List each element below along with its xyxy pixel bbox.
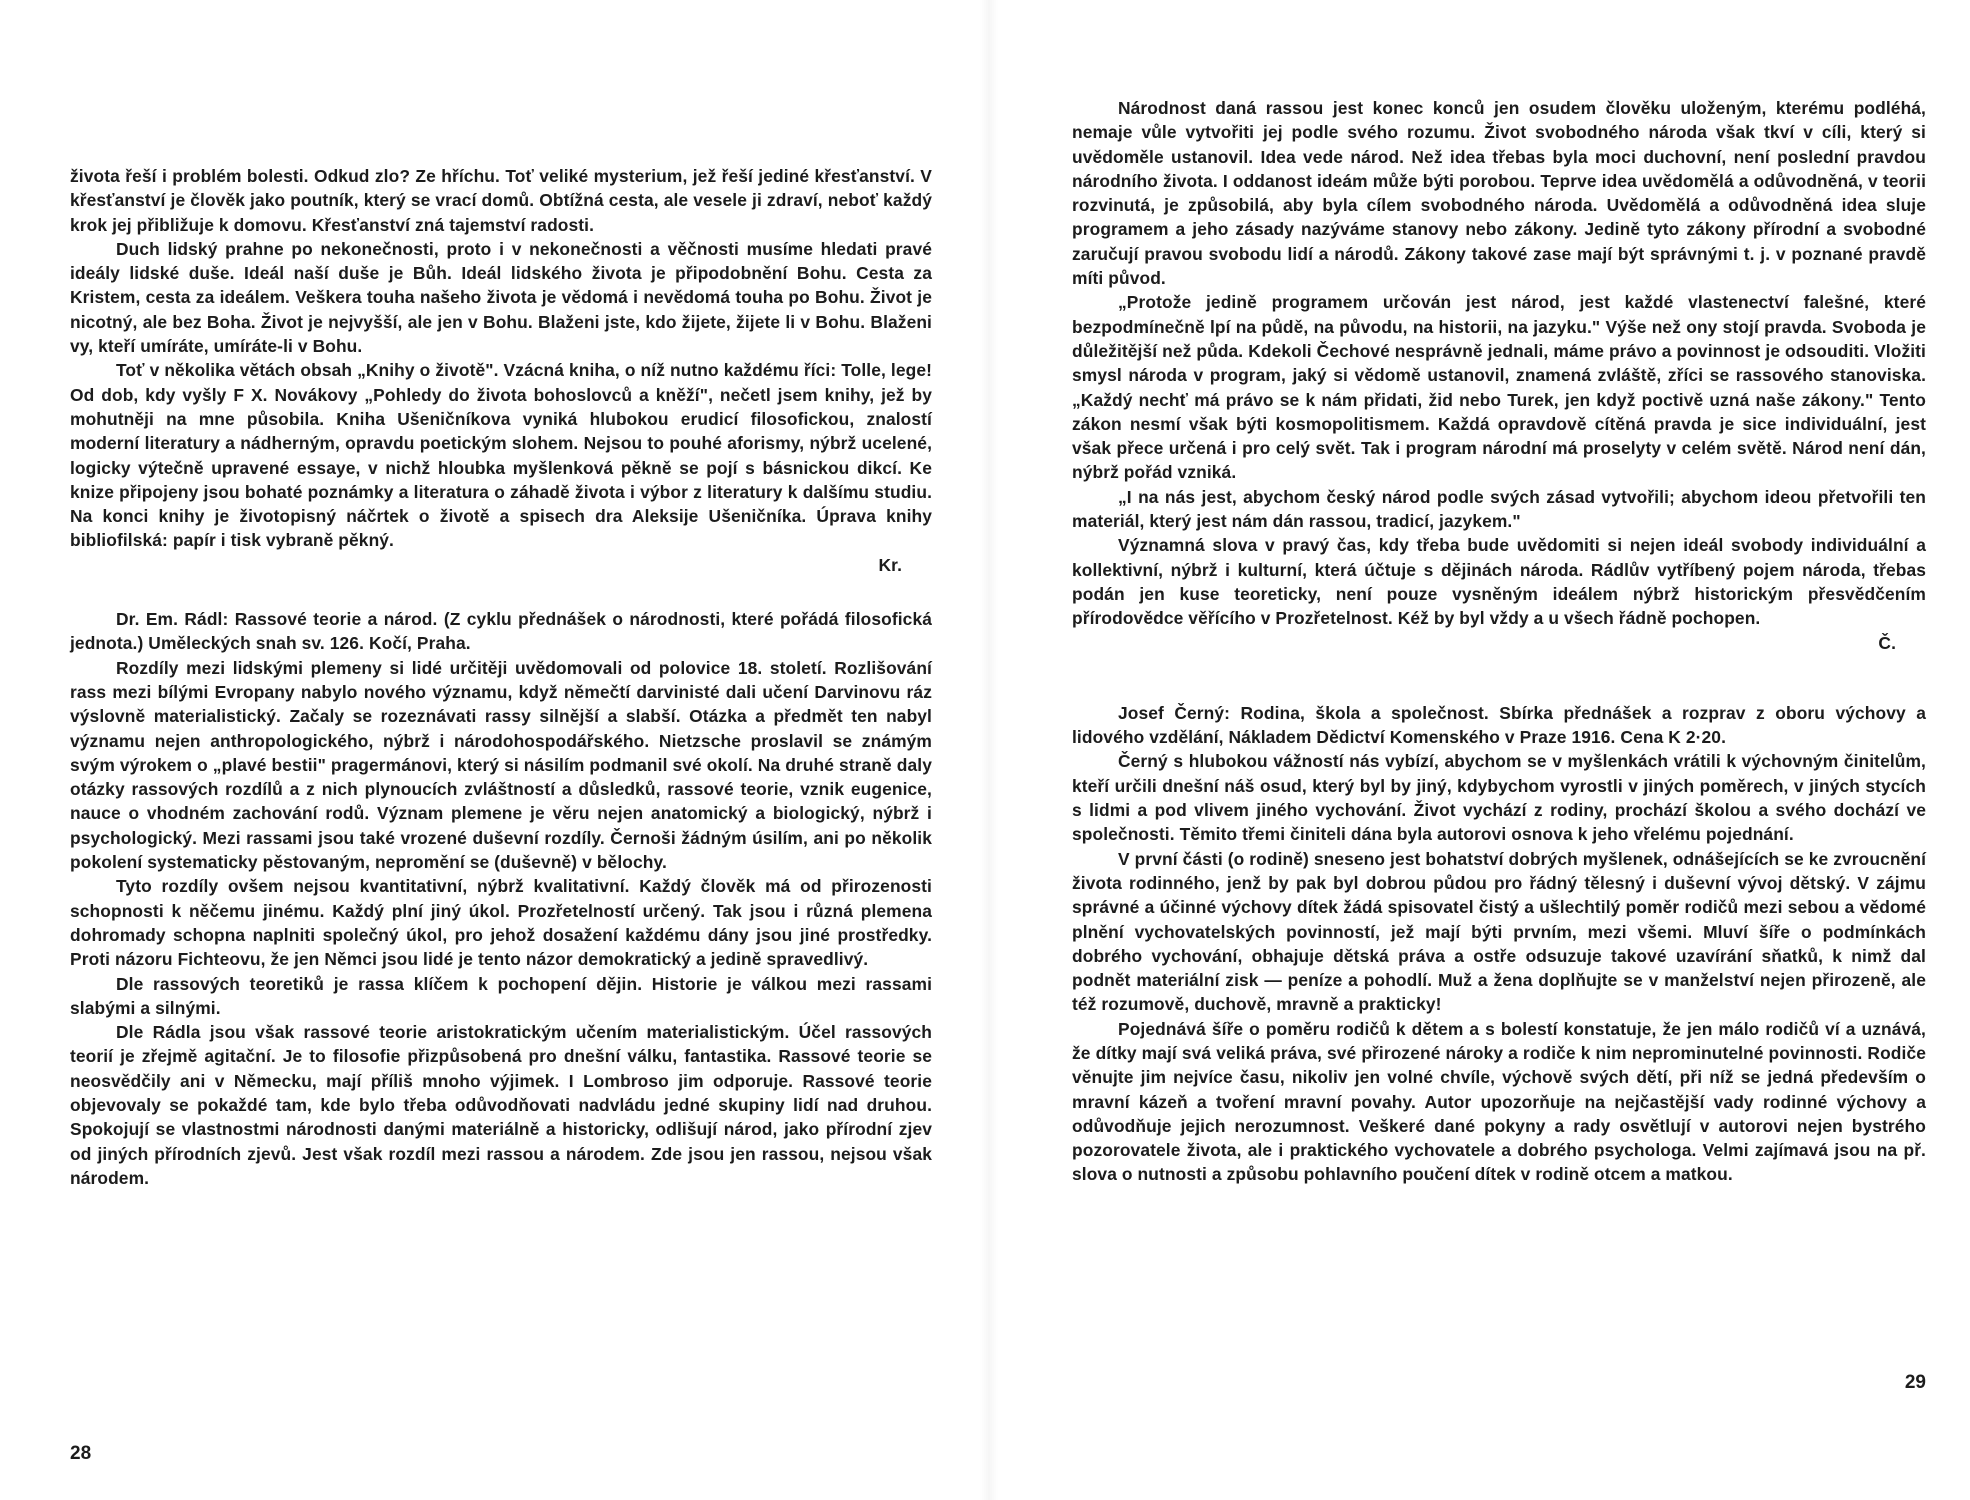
- right-page: [1072, 0, 1926, 1500]
- review-heading: Dr. Em. Rádl: Rassové teorie a národ.: [116, 609, 438, 630]
- review-meta: Sbírka přednášek a rozprav z oboru výchovy a lidového vzdělání, Nákladem Dědictví Komenského v Praze 1916. Cena K 2·20.: [1072, 702, 1926, 748]
- paragraph: života řeší i problém bolesti. Odkud zlo? Ze hříchu. Toť veliké mysterium, jež řeší jediné křesťanství. V křesťanství je člověk jako poutník, který se vrací domů. Obtížná cesta, ale vesele ji zdraví, neboť každý krok jej přibližuje k domovu. Křesťanství zná tajemství radosti.: [70, 166, 932, 235]
- paragraph: „I na nás jest, abychom český národ podle svých zásad vytvořili; abychom ideou přetvořili ten materiál, který jest nám dán rassou, tradicí, jazykem.": [1072, 486, 1926, 532]
- book-gutter: [980, 0, 998, 1500]
- spacer: [70, 577, 932, 607]
- review-header: [70, 607, 932, 656]
- signature-line: [70, 553, 932, 577]
- paragraph: Pojednává šíře o poměru rodičů k dětem a s bolestí konstatuje, že jen málo rodičů ví a uznává, že dítky mají svá veliká práva, své přirozené nároky a rodiče k nim neprominutelné povinnosti. Rodiče věnujte jim nejvíce času, nikoliv jen volné chvíle, výchově svých dětí, při níž se jedná především o mravní kázeň a tvoření mravní povahy. Autor upozorňuje na nejčastější vady rodinné výchovy a odůvodňuje jejich nerozumnost. Veškeré dané pokyny a rady osvětlují v autorovi nejen bystrého pozorovatele života, ale i praktického vychovatele a dobrého psychologa. Velmi zajímavá jsou na př. slova o nutnosti a způsobu pohlavního poučení dítek v rodině otcem a matkou.: [1072, 1018, 1926, 1185]
- right-text-column: [1072, 96, 1926, 1187]
- paragraph: Toť v několika větách obsah „Knihy o životě". Vzácná kniha, o níž nutno každému říci: Tolle, lege! Od dob, kdy vyšly F X. Novákovy „Pohledy do života bohoslovců a kněží", nečetl jsem knihy, jež by mohutněji na mne působila. Kniha Ušeničníkova vyniká hlubokou erudicí filosofickou, znalostí moderní literatury a nádherným, opravdu poetickým slohem. Nejsou to pouhé aforismy, nýbrž ucelené, logicky výtečně upravené essaye, v nichž hloubka myšlenková pěkně se pojí s básnickou dikcí. Ke knize připojeny jsou bohaté poznámky a literatura o záhadě života i výbor z literatury k dalšímu studiu. Na konci knihy je životopisný náčrtek o životě a spisech dra Aleksije Ušeničníka. Úprava knihy bibliofilská: papír i tisk vybraně pěkný.: [70, 360, 932, 551]
- paragraph: Dle rassových teoretiků je rassa klíčem k pochopení dějin. Historie je válkou mezi rassami slabými a silnými.: [70, 973, 932, 1018]
- paragraph: Národnost daná rassou jest konec konců jen osudem člověku uloženým, kterému podléhá, nemaje vůle vytvořiti jej podle svého rozumu. Život svobodného národa však tkví v cíli, který si uvědoměle ustanovil. Idea vede národ. Než idea třebas byla moci duchovní, není poslední pravdou národního života. I oddanost ideám může býti porobou. Teprve idea uvědomělá a odůvodněná, v teorii rozvinutá, je způsobilá, aby byla cílem svobodného národa. Uvědomělá a odůvodněná idea sluje programem a jeho zásady nazýváme stanovy nebo zákony. Jedině tyto zákony přírodní a svobodné zaručují pravou svobodu lidí a národů. Zákony takové zase mají být správnými t. j. v poznané pravdě míti původ.: [1072, 98, 1926, 289]
- left-page: [70, 0, 932, 1500]
- paragraph: „Protože jedině programem určován jest národ, jest každé vlastenectví falešné, které bezpodmínečně lpí na půdě, na původu, na historii, na jazyku." Výše než ony stojí pravda. Svoboda je důležitější než půda. Kdekoli Čechové nesprávně jednali, máme právo a povinnost je odsouditi. Vložiti smysl národa v program, jaký si vědomě ustanovil, znamená zvláště, zříci se rassového stanoviska. „Každý nechť má právo se k nám přidati, žid nebo Turek, jen když poctivě uzná naše zákony." Tento zákon nesmí však býti kosmopolitismem. Každá opravdově cítěná pravda je sice individuální, jest však přece určená i pro celý svět. Tak i program národní má proselyty v celém světě. Národ není dán, nýbrž pořád vzniká.: [1072, 292, 1926, 483]
- paragraph: V první části (o rodině) sneseno jest bohatství dobrých myšlenek, odnášejících se ke zvroucnění života rodinného, jenž by pak byl dobrou půdou pro řádný tělesný i duševní vývoj dětský. V zájmu správné a účinné výchovy dítek žádá spisovatel čistý a ušlechtilý poměr rodičů mezi sebou a vědomé plnění vychovatelských povinností, jež mají býti prvním, mezi všemi. Mluví šíře o podmínkách dobrého vychování, obhajuje dětská práva a ostře odsuzuje takové uzavírání sňatků, k nimž dal podnět materiální zisk — peníze a pohodlí. Muž a žena doplňujte se v manželství nejen přirozeně, ale též rozumově, duchově, mravně a prakticky!: [1072, 848, 1926, 1015]
- left-text-column: [70, 164, 932, 1190]
- page-number: 28: [70, 1443, 92, 1464]
- page-number: 29: [1904, 1372, 1926, 1393]
- review-header: [1072, 701, 1926, 750]
- paragraph: Významná slova v pravý čas, kdy třeba bude uvědomiti si nejen ideál svobody individuální a kollektivní, nýbrž i kulturní, která účtuje s dějinách národa. Rádlův vytříbený pojem národa, třebas podán jen kuse teoreticky, není pouze vysněným ideálem nýbrž historickým přesvědčením přírodovědce věřícího v Prozřetelnost. Kéž by byl vždy a u všech řádně pochopen.: [1072, 535, 1926, 629]
- paragraph: Černý s hlubokou vážností nás vybízí, abychom se v myšlenkách vrátili k výchovným činitelům, kteří určili dnešní náš osud, který byl by jiný, kdybychom vyrostli v jiných poměrech, v jiných stycích s lidmi a pod vlivem jiného vychování. Život vychází z rodiny, prochází školou a svého dochází ve společnosti. Těmito třemi činiteli dána byla autorovi osnova k jeho vřelému pojednání.: [1072, 751, 1926, 845]
- review-heading: Josef Černý: Rodina, škola a společnost.: [1118, 702, 1489, 723]
- paragraph: Dle Rádla jsou však rassové teorie aristokratickým učením materialistickým. Účel rassových teorií je zřejmě agitační. Je to filosofie přizpůsobená pro dnešní válku, fantastika. Rassové teorie se neosvědčily ani v Německu, mají příliš mnoho výjimek. I Lombroso jim odporuje. Rassové teorie objevovaly se pokaždé tam, kde bylo třeba odůvodňovati nadvládu jedné skupiny lidí nad druhou. Spokojují se vlastnostmi národnosti danými materiálně a historicky, odlišují národ, jako přírodní zjev od jiných přírodních zjevů. Jest však rozdíl mezi rassou a národem. Zde jsou jen rassou, nejsou však národem.: [70, 1022, 932, 1188]
- paragraph: Rozdíly mezi lidskými plemeny si lidé určitěji uvědomovali od polovice 18. století. Rozlišování rass mezi bílými Evropany nabylo nového významu, když němečtí darvinisté dali učení Darvinovu ráz výslovně materialistický. Začaly se rozeznávati rassy silnější a slabší. Otázka a předmět ten nabyl významu nejen anthropologického, nýbrž i národohospodářského. Nietzsche proslavil se známým svým výrokem o „plavé bestii" pragermánovi, který si násilím podmanil své okolí. Na druhé straně daly otázky rassových rozdílů a z nich plynoucích zvláštností a důsledků, rassové teorie, vznik eugenice, nauce o vhodném zachování rodů. Význam plemene je věru nejen anatomický a biologický, nýbrž i psychologický. Mezi rassami jsou také vrozené duševní rozdíly. Černoši žádným úsilím, ani po několik pokolení systematicky pěstovaným, nepromění se (duševně) v bělochy.: [70, 657, 932, 873]
- spacer: [1072, 655, 1926, 701]
- review-meta: (Z cyklu přednášek o národnosti, které pořádá filosofická jednota.) Uměleckých snah sv. 126. Kočí, Praha.: [70, 609, 932, 654]
- review-signature: Č.: [1878, 632, 1896, 653]
- paragraph: Duch lidský prahne po nekonečnosti, proto i v nekonečnosti a věčnosti musíme hledati pravé ideály lidské duše. Ideál naší duše je Bůh. Ideál lidského života je připodobnění Bohu. Cesta za Kristem, cesta za ideálem. Veškera touha našeho života je vědomá i nevědomá touha po Bohu. Život je nicotný, ale bez Boha. Život je nejvyšší, ale jen v Bohu. Blaženi jste, kdo žijete, žijete li v Bohu. Blaženi vy, kteří umíráte, umíráte-li v Bohu.: [70, 238, 932, 357]
- review-signature: Kr.: [878, 554, 902, 575]
- paragraph: Tyto rozdíly ovšem nejsou kvantitativní, nýbrž kvalitativní. Každý člověk má od přirozenosti schopnosti k něčemu jinému. Každý plní jiný úkol. Prozřetelností určený. Tak jsou i různá plemena dohromady schopna naplniti společný úkol, pro jehož dosažení každému dány jsou jiné prostředky. Proti názoru Fichteovu, že jen Němci jsou lidé je tento názor demokratický a jedině spravedlivý.: [70, 876, 932, 970]
- signature-line: [1072, 631, 1926, 655]
